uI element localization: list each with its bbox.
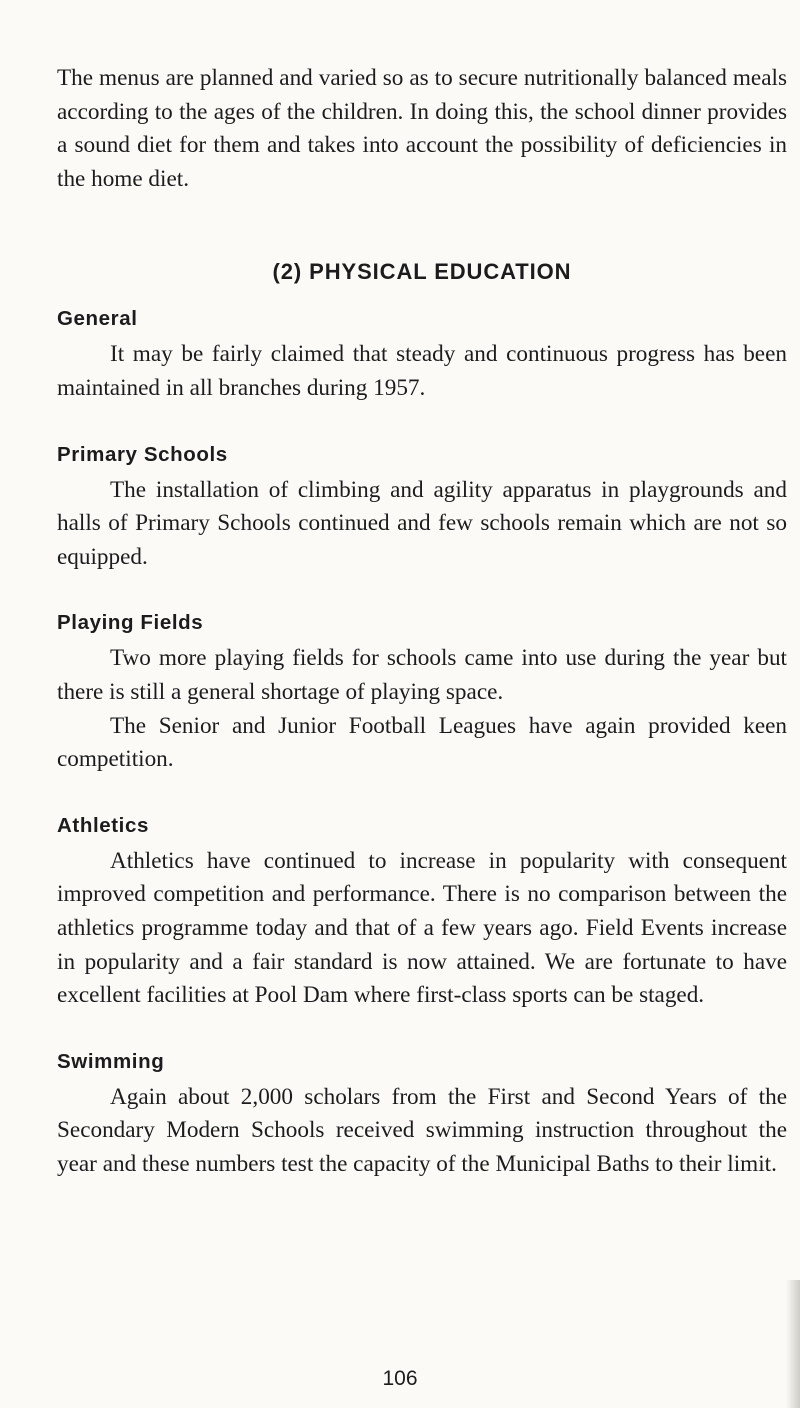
paragraph-playing-fields-1: Two more playing fields for schools came into use during the year but there is still a general shortage of playing space. (57, 645, 787, 705)
heading-swimming: Swimming (57, 1049, 165, 1073)
paragraph-swimming: Again about 2,000 scholars from the First and Second Years of the Secondary Modern Schools received swimming instruction throughout the year and these numbers test the capacity of the Municipal Baths to their limit. (57, 1083, 787, 1177)
paragraph-athletics: Athletics have continued to increase in popularity with consequent improved competition and performance. There is no comparison between the athletics programme today and that of a few years ago. Field Events increase in popularity and a fair standard is now attained. We are fortunate to have excellent facilities at Pool Dam where first-class sports can be staged. (57, 847, 787, 1009)
paragraph-general: It may be fairly claimed that steady and continuous progress has been maintained in all branches during 1957. (57, 341, 787, 401)
section-title: (2) PHYSICAL EDUCATION (272, 259, 572, 285)
heading-primary-schools: Primary Schools (57, 442, 228, 466)
section-playing-fields (57, 608, 787, 776)
section-primary-schools (57, 440, 787, 575)
heading-general: General (57, 307, 138, 331)
paragraph-playing-fields-2: The Senior and Junior Football Leagues have again provided keen competition. (57, 712, 787, 773)
document-page (57, 62, 787, 1181)
page-number: 106 (382, 1367, 418, 1390)
section-swimming (57, 1047, 787, 1182)
heading-playing-fields: Playing Fields (57, 611, 204, 635)
heading-athletics: Athletics (57, 813, 149, 837)
paragraph-primary-schools: The installation of climbing and agility apparatus in playgrounds and halls of Primary Schools continued and few schools remain which are not so equipped. (57, 476, 787, 570)
section-athletics (57, 811, 787, 1013)
section-general (57, 304, 787, 405)
page-edge-shadow (786, 1280, 800, 1408)
intro-paragraph: The menus are planned and varied so as to secure nutritionally balanced meals according to the ages of the children. In doing this, the school dinner provides a sound diet for them and takes into account the possibility of deficiencies in the home diet. (57, 65, 787, 192)
